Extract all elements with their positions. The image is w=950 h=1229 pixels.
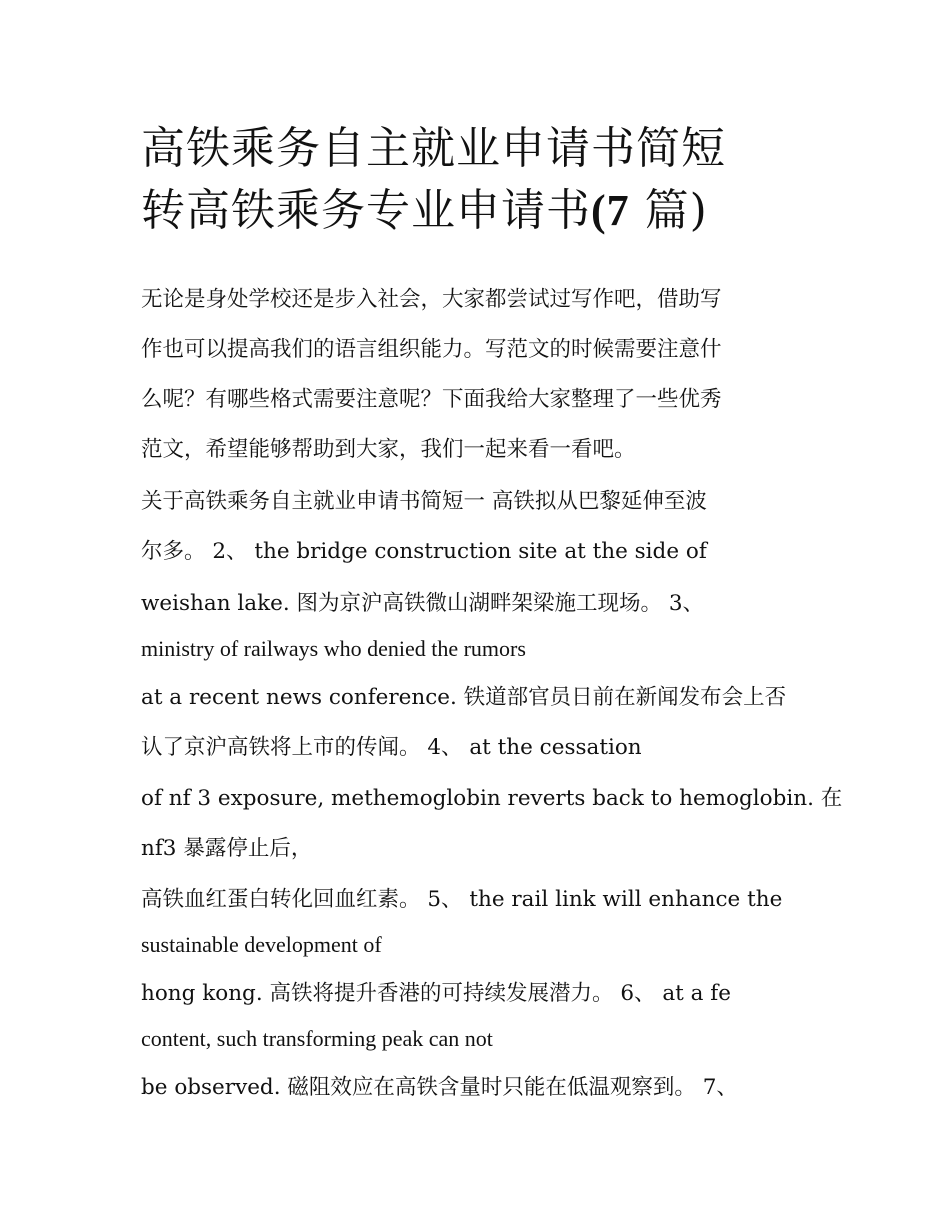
body-line: weishan lake. 图为京沪高铁微山湖畔架梁施工现场。 3、 [141, 591, 705, 616]
body-line: at a recent news conference. 铁道部官员日前在新闻发布会上否 [141, 685, 787, 710]
body-line: 无论是身处学校还是步入社会，大家都尝试过写作吧，借助写 [141, 287, 722, 312]
body-line: 尔多。 2、 the bridge construction site at the side of [141, 539, 707, 564]
body-line: 作也可以提高我们的语言组织能力。写范文的时候需要注意什 [141, 337, 722, 362]
title-line-2-text: 转高铁乘务专业申请书 [141, 185, 591, 236]
body-line: hong kong. 高铁将提升香港的可持续发展潜力。 6、 at a fe [141, 981, 731, 1006]
body-line: of nf 3 exposure, methemoglobin reverts back to hemoglobin. 在 [141, 786, 843, 811]
body-line: 范文，希望能够帮助到大家，我们一起来看一看吧。 [141, 437, 636, 462]
body-line: 认了京沪高铁将上市的传闻。 4、 at the cessation [141, 735, 642, 760]
body-line: 高铁血红蛋白转化回血红素。 5、 the rail link will enhance the [141, 887, 783, 912]
title-line-2-count: (7 [591, 186, 630, 235]
title-line-1: 高铁乘务自主就业申请书简短 [141, 123, 726, 174]
body-line: ministry of railways who denied the rumors [141, 636, 526, 661]
document-title [141, 118, 821, 242]
body-line: sustainable development of [141, 932, 382, 957]
body-line: be observed. 磁阻效应在高铁含量时只能在低温观察到。 7、 [141, 1075, 738, 1100]
body-line: 关于高铁乘务自主就业申请书简短一 高铁拟从巴黎延伸至波 [141, 489, 707, 514]
body-line: content, such transforming peak can not [141, 1026, 493, 1051]
body-line: nf3 暴露停止后， [141, 836, 313, 861]
body-line: 么呢？有哪些格式需要注意呢？下面我给大家整理了一些优秀 [141, 387, 722, 412]
title-line-2 [141, 180, 821, 242]
title-line-2-end: 篇) [644, 185, 708, 236]
